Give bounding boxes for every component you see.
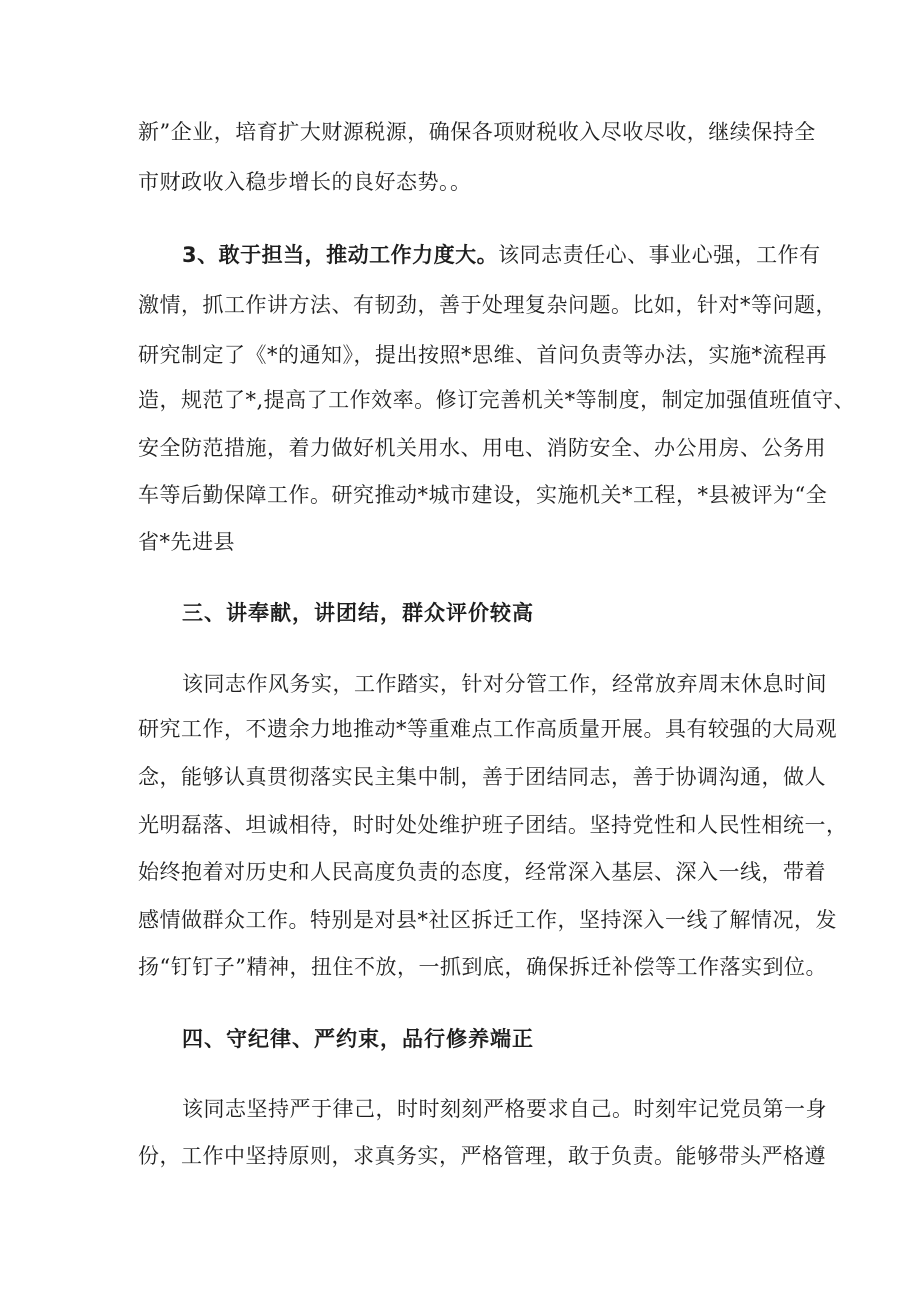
paragraph-line: 新”企业，培育扩大财源税源，确保各项财税收入尽收尽收，继续保持全 xyxy=(138,120,816,144)
paragraph-line: 感情做群众工作。特别是对县*社区拆迁工作，坚持深入一线了解情况，发 xyxy=(138,908,837,932)
paragraph-line: 市财政收入稳步增长的良好态势。。 xyxy=(138,170,472,194)
paragraph-line: 光明磊落、坦诚相待，时时处处维护班子团结。坚持党性和人民性相统一， xyxy=(138,813,848,837)
paragraph-first-line: 该同志坚持严于律己，时时刻刻严格要求自己。时刻牢记党员第一身 xyxy=(182,1097,827,1121)
paragraph-text: 该同志责任心、事业心强，工作有 xyxy=(498,243,821,267)
paragraph-line: 念，能够认真贯彻落实民主集中制，善于团结同志，善于协调沟通，做人 xyxy=(138,765,826,789)
paragraph-first-line: 该同志作风务实，工作踏实，针对分管工作，经常放弃周末休息时间 xyxy=(182,672,827,696)
paragraph-first-line xyxy=(182,240,821,270)
section-heading: 四、守纪律、严约束，品行修养端正 xyxy=(182,1027,534,1051)
paragraph-line: 扬“钉钉子”精神，扭住不放，一抓到底，确保拆迁补偿等工作落实到位。 xyxy=(138,955,827,979)
paragraph-line: 激情，抓工作讲方法、有韧劲，善于处理复杂问题。比如，针对*等问题， xyxy=(138,293,837,317)
section-heading: 三、讲奉献，讲团结，群众评价较高 xyxy=(182,601,534,625)
paragraph-line: 造，规范了*,提高了工作效率。修订完善机关*等制度，制定加强值班值守、 xyxy=(138,388,856,412)
paragraph-line: 始终抱着对历史和人民高度负责的态度，经常深入基层、深入一线，带着 xyxy=(138,860,826,884)
bold-lead: 3、敢于担当，推动工作力度大。 xyxy=(182,243,499,267)
paragraph-line: 研究制定了《*的通知》，提出按照*思维、首问负责等办法，实施*流程再 xyxy=(138,343,827,367)
paragraph-line: 研究工作，不遗余力地推动*等重难点工作高质量开展。具有较强的大局观 xyxy=(138,717,837,741)
paragraph-line: 安全防范措施，着力做好机关用水、用电、消防安全、办公用房、公务用 xyxy=(138,436,826,460)
paragraph-line: 车等后勤保障工作。研究推动*城市建设，实施机关*工程，*县被评为“全 xyxy=(138,483,828,507)
paragraph-line: 省*先进县 xyxy=(138,530,235,554)
paragraph-line: 份，工作中坚持原则，求真务实，严格管理，敢于负责。能够带头严格遵 xyxy=(138,1144,826,1168)
